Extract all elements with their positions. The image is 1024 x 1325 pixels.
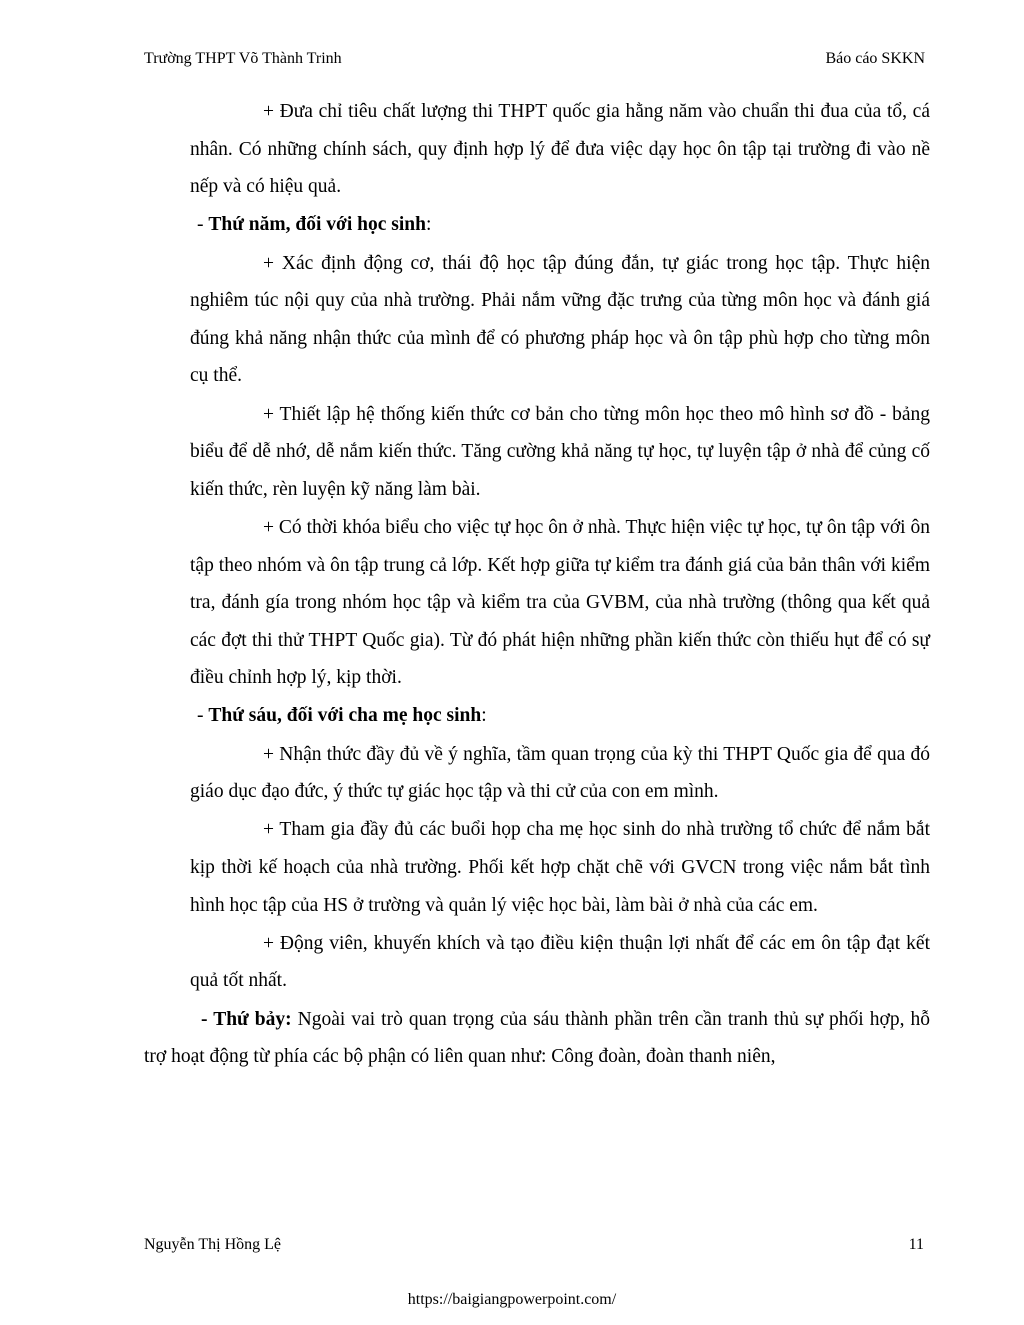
section-heading: - Thứ sáu, đối với cha mẹ học sinh: <box>197 705 487 727</box>
paragraph: + Tham gia đầy đủ các buổi họp cha mẹ học sinh do nhà trường tổ chức để nắm bắt kịp thời kế hoạch của nhà trường. Phối kết hợp chặt chẽ với GVCN trong việc nắm bắt tình hình học tập của HS ở trường và quản lý việc học bài, làm bài ở nhà của các em. <box>190 819 930 916</box>
paragraph: + Đưa chỉ tiêu chất lượng thi THPT quốc gia hằng năm vào chuẩn thi đua của tổ, cá nhân. Có những chính sách, quy định hợp lý để đưa việc dạy học ôn tập tại trường đi vào nề nếp và có hiệu quả. <box>190 101 930 198</box>
header-school: Trường THPT Võ Thành Trinh <box>144 50 342 67</box>
document-body <box>144 93 930 1076</box>
paragraph: + Động viên, khuyến khích và tạo điều kiện thuận lợi nhất để các em ôn tập đạt kết quả tốt nhất. <box>190 932 930 992</box>
section-heading: - Thứ năm, đối với học sinh: <box>197 214 432 236</box>
page-number: 11 <box>908 1236 924 1253</box>
footer-url-link[interactable]: https://baigiangpowerpoint.com/ <box>407 1291 617 1308</box>
heading-text: Thứ năm, đối với học sinh <box>208 214 426 236</box>
paragraph: + Có thời khóa biểu cho việc tự học ôn ở nhà. Thực hiện việc tự học, tự ôn tập với ôn tập theo nhóm và ôn tập trung cả lớp. Kết hợp giữa tự kiểm tra đánh giá của bản thân với kiểm tra, đánh gía trong nhóm học tập và kiểm tra của GVBM, của nhà trường (thông qua kết quả các đợt thi thử THPT Quốc gia). Từ đó phát hiện những phần kiến thức còn thiếu hụt để có sự điều chỉnh hợp lý, kịp thời. <box>190 516 930 689</box>
paragraph: + Xác định động cơ, thái độ học tập đúng đắn, tự giác trong học tập. Thực hiện nghiêm túc nội quy của nhà trường. Phải nắm vững đặc trưng của từng môn học và đánh giá đúng khả năng nhận thức của mình để có phương pháp học và ôn tập phù hợp cho từng môn cụ thể. <box>190 252 930 387</box>
section-paragraph: - Thứ bảy: Ngoài vai trò quan trọng của sáu thành phần trên cần tranh thủ sự phối hợp, hỗ trợ hoạt động từ phía các bộ phận có liên quan như: Công đoàn, đoàn thanh niên, <box>144 1008 930 1068</box>
header-report-type: Báo cáo SKKN <box>825 50 925 67</box>
footer-author: Nguyễn Thị Hồng Lệ <box>144 1236 282 1253</box>
heading-text: - Thứ bảy: <box>201 1008 292 1030</box>
paragraph: + Nhận thức đầy đủ về ý nghĩa, tầm quan trọng của kỳ thi THPT Quốc gia để qua đó giáo dục đạo đức, ý thức tự giác học tập và thi cử của con em mình. <box>190 743 930 803</box>
heading-text: Thứ sáu, đối với cha mẹ học sinh <box>208 705 482 727</box>
paragraph: + Thiết lập hệ thống kiến thức cơ bản cho từng môn học theo mô hình sơ đồ - bảng biểu để dễ nhớ, dễ nắm kiến thức. Tăng cường khả năng tự học, tự luyện tập ở nhà để củng cố kiến thức, rèn luyện kỹ năng làm bài. <box>190 403 930 500</box>
